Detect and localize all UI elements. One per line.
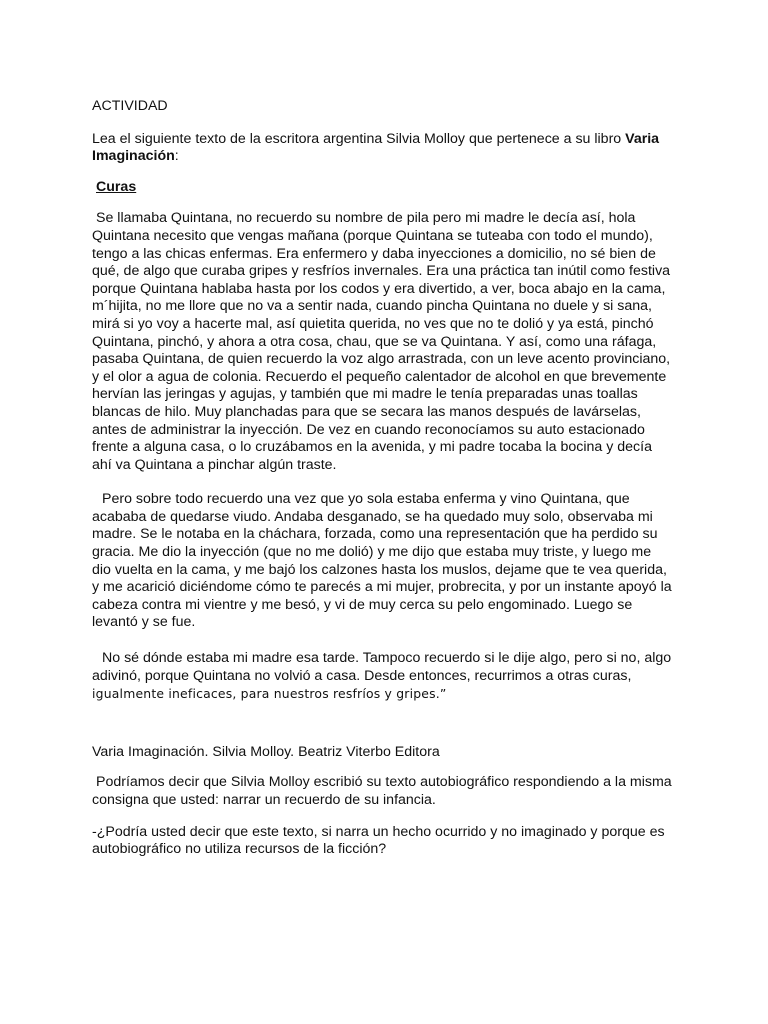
- question-paragraph-1: Podríamos decir que Silvia Molloy escribió su texto autobiográfico respondiendo a la misma consigna que usted: narrar un recuerdo de su infancia.: [92, 774, 672, 808]
- story-title: Curas: [96, 178, 137, 195]
- question-paragraph-2: -¿Podría usted decir que este texto, si narra un hecho ocurrido y no imaginado y porque es autobiográfico no utiliza recursos de la ficción?: [92, 823, 665, 858]
- story-paragraph-1: Se llamaba Quintana, no recuerdo su nombre de pila pero mi madre le decía así, hola Quintana necesito que vengas mañana (porque Quintana se tuteaba con todo el mundo), tengo a las chicas enfermas. Era enfermero y daba inyecciones a domicilio, no sé bien de qué, de algo que curaba gripes y resfríos invernales. Era una práctica tan inútil como festiva porque Quintana hablaba hasta por los codos y era divertido, a ver, boca abajo en la cama, m´hijita, no me llore que no va a sentir nada, cuando pincha Quintana no duele y si sana, mirá si yo voy a hacerte mal, así quietita querida, no ves que no te dolió y ya está, pinchó Quintana, pinchó, y ahora a otra cosa, chau, que se va Quintana. Y así, como una ráfaga, pasaba Quintana, de quien recuerdo la voz algo arrastrada, con un leve acento provinciano, y el olor a agua de colonia. Recuerdo el pequeño calentador de alcohol en que brevemente hervían las jeringas y agujas, y también que mi madre le tenía preparadas unas toallas blancas de hilo. Muy planchadas para que se secara las manos después de lavárselas, antes de administrar la inyección. De vez en cuando reconocíamos su auto estacionado frente a alguna casa, o lo cruzábamos en la avenida, y mi padre tocaba la bocina y decía ahí va Quintana a pinchar algún traste.: [92, 210, 671, 473]
- story-paragraph-2: Pero sobre todo recuerdo una vez que yo sola estaba enferma y vino Quintana, que acababa de quedarse viudo. Andaba desganado, se ha quedado muy solo, observaba mi madre. Se le notaba en la cháchara, forzada, como una representación que ha perdido su gracia. Me dio la inyección (que no me dolió) y me dijo que estaba muy triste, y luego me dio vuelta en la cama, y me bajó los calzones hasta los muslos, dejame que te vea querida, y me acarició diciéndome cómo te parecés a mi mujer, probrecita, y por un instante apoyó la cabeza contra mi vientre y me besó, y vi de muy cerca su pelo engominado. Luego se levantó y se fue.: [92, 491, 672, 631]
- intro-paragraph: [92, 131, 672, 166]
- intro-text: Lea el siguiente texto de la escritora argentina Silvia Molloy que pertenece a su libro: [92, 130, 626, 147]
- story-paragraph-3: [92, 650, 672, 704]
- document-body: [92, 98, 672, 859]
- story-paragraph-3-main: No sé dónde estaba mi madre esa tarde. Tampoco recuerdo si le dije algo, pero si no, algo adivinó, porque Quintana no volvió a casa. Desde entonces, recurrimos a otras curas,: [92, 650, 672, 684]
- source-citation: Varia Imaginación. Silvia Molloy. Beatriz Viterbo Editora: [92, 743, 440, 760]
- book-title: Varia Imaginación: [92, 130, 660, 165]
- story-paragraph-3-last-line: igualmente ineficaces, para nuestros resfríos y gripes.”: [92, 686, 447, 702]
- intro-suffix: :: [174, 148, 179, 165]
- activity-heading: ACTIVIDAD: [92, 98, 168, 114]
